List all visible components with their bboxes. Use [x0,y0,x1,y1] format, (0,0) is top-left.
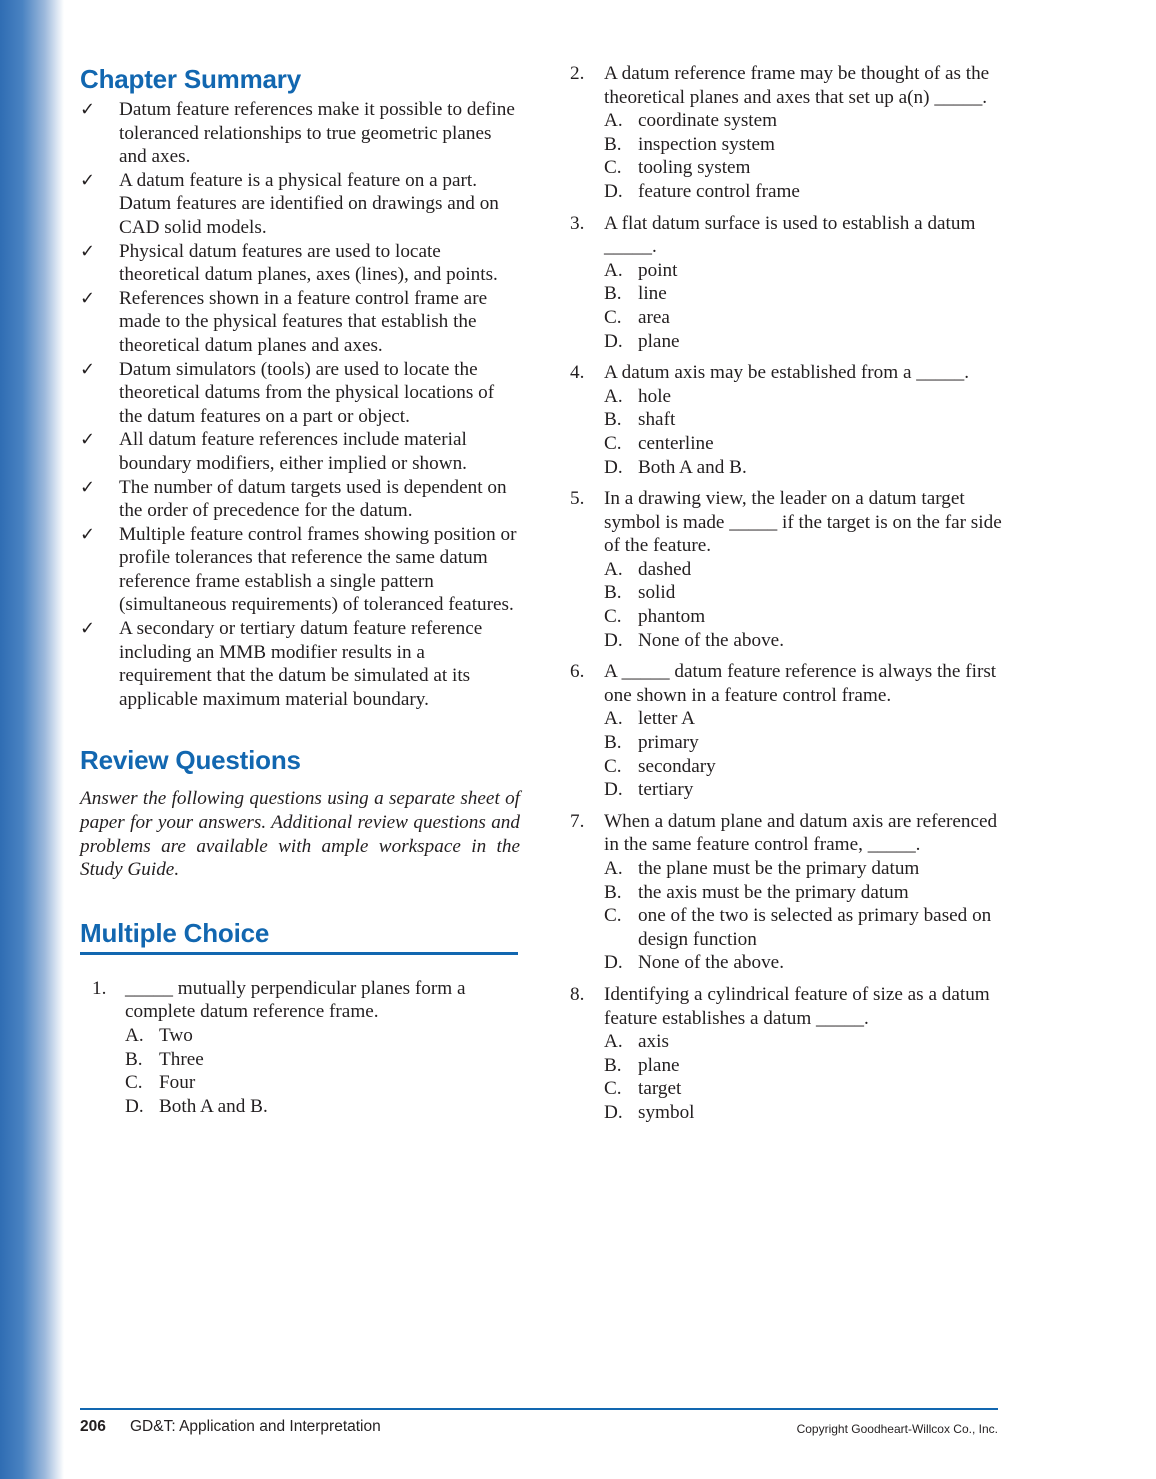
chapter-summary-heading: Chapter Summary [80,64,301,94]
summary-item: ✓ Datum simulators (tools) are used to locate the theoretical datums from the physical locations of the datum features on a part or object. [80,358,495,427]
option-b: B. plane [604,1054,680,1076]
copyright-notice: Copyright Goodheart-Willcox Co., Inc. [796,1422,998,1436]
option-c: C. target [604,1078,682,1100]
chapter-summary-list [80,98,520,711]
right-column [570,62,1010,1133]
question-3: 3. A flat datum surface is used to establish a datum _____. A. point B. line C. area D. plane [570,212,1010,354]
option-c: C. tooling system [604,157,751,179]
option-d: D. Both A and B. [604,456,747,478]
option-c: C. Four [125,1072,196,1094]
check-icon: ✓ [80,618,96,640]
option-b: B. primary [604,732,699,754]
option-b: B. inspection system [604,133,775,155]
summary-item: ✓ A secondary or tertiary datum feature reference including an MMB modifier results in a requirement that the datum be simulated at its applicable maximum material boundary. [80,618,483,710]
summary-item: ✓ A datum feature is a physical feature on a part. Datum features are identified on drawings and on CAD solid models. [80,169,499,238]
question-text: A flat datum surface is used to establish a datum _____. [604,212,976,258]
option-b: B. line [604,283,667,305]
option-c: C. centerline [604,432,714,454]
option-b: B. solid [604,582,676,604]
option-a: A. dashed [604,558,692,580]
question-text: _____ mutually perpendicular planes form a complete datum reference frame. [125,977,466,1023]
option-a: A. axis [604,1031,669,1053]
answer-options [125,1024,520,1118]
question-text: A _____ datum feature reference is always the first one shown in a feature control frame. [604,661,997,706]
option-b: B. Three [125,1048,204,1070]
option-a: A. the plane must be the primary datum [604,858,920,879]
summary-item: ✓ All datum feature references include material boundary modifiers, either implied or shown. [80,429,467,474]
answer-options [604,857,1010,975]
summary-item: ✓ References shown in a feature control frame are made to the physical features that establish the theoretical datum planes and axes. [80,287,488,356]
check-icon: ✓ [80,429,96,451]
review-questions-heading: Review Questions [80,745,301,776]
question-4: 4. A datum axis may be established from a _____. A. hole B. shaft C. centerline D. Both A and B. [570,361,1010,479]
check-icon: ✓ [80,240,96,262]
answer-options [604,707,1010,801]
option-d: D. tertiary [604,779,694,801]
check-icon: ✓ [80,523,96,545]
option-b: B. shaft [604,409,676,431]
answer-options [604,1030,1010,1124]
option-a: A. coordinate system [604,110,778,132]
question-7: 7. When a datum plane and datum axis are referenced in the same feature control frame, _____. A. the plane must be the primary datum B. the axis must be the primary datum C. one of the two is selected as primary based on design function D. None of the above. [570,810,1010,975]
option-d: D. None of the above. [604,629,784,651]
check-icon: ✓ [80,287,96,309]
question-5: 5. In a drawing view, the leader on a datum target symbol is made _____ if the target is on the far side of the feature. A. dashed B. solid C. phantom D. None of the above. [570,487,1010,652]
option-d: D. plane [604,330,680,352]
footer-divider [80,1408,998,1410]
check-icon: ✓ [80,476,96,498]
left-column [80,60,520,1126]
question-text: In a drawing view, the leader on a datum target symbol is made _____ if the target is on the far side of the feature. [604,488,1002,557]
question-2: 2. A datum reference frame may be thought of as the theoretical planes and axes that set up a(n) _____. A. coordinate system B. inspection system C. tooling system D. feature control frame [570,62,1010,204]
question-text: A datum axis may be established from a _____. [604,362,970,384]
option-d: D. feature control frame [604,180,800,202]
summary-item: ✓ Datum feature references make it possible to define toleranced relationships to true geometric planes and axes. [80,99,515,168]
option-a: A. Two [125,1025,193,1046]
option-c: C. secondary [604,755,716,777]
multiple-choice-heading: Multiple Choice [80,914,518,955]
option-a: A. point [604,259,678,281]
option-c: C. area [604,306,670,328]
check-icon: ✓ [80,99,96,120]
answer-options [604,385,1010,479]
option-d: D. symbol [604,1101,695,1123]
book-title: GD&T: Application and Interpretation [130,1418,381,1435]
summary-item: ✓ Multiple feature control frames showing position or profile tolerances that reference the same datum reference frame establish a single pattern (simultaneous requirements) of toleranced features. [80,523,517,616]
answer-options [604,109,1010,203]
option-c: C. phantom [604,606,706,628]
review-intro: Answer the following questions using a separate sheet of paper for your answers. Additional review questions and problems are available with ample workspace in the Study Guide. [80,788,520,881]
question-1: 1. _____ mutually perpendicular planes form a complete datum reference frame. A. Two B. Three C. Four D. Both A and B. [80,977,520,1119]
check-icon: ✓ [80,358,96,380]
question-text: When a datum plane and datum axis are referenced in the same feature control frame, _____. [604,810,998,856]
summary-item: ✓ Physical datum features are used to locate theoretical datum planes, axes (lines), and points. [80,240,498,286]
question-text: A datum reference frame may be thought of as the theoretical planes and axes that set up a(n) _____. [604,63,990,108]
page-edge-gradient [0,0,64,1479]
question-6: 6. A _____ datum feature reference is always the first one shown in a feature control frame. A. letter A B. primary C. secondary D. tertiary [570,660,1010,802]
option-b: B. the axis must be the primary datum [604,881,909,903]
page-number: 206 [80,1418,106,1435]
summary-item: ✓ The number of datum targets used is dependent on the order of precedence for the datum. [80,476,507,522]
option-d: D. None of the above. [604,952,784,974]
question-8: 8. Identifying a cylindrical feature of size as a datum feature establishes a datum _____. A. axis B. plane C. target D. symbol [570,983,1010,1125]
option-c: C. one of the two is selected as primary based on design function [604,905,992,950]
answer-options [604,558,1010,652]
page-footer [80,1418,998,1440]
question-text: Identifying a cylindrical feature of size as a datum feature establishes a datum _____. [604,983,990,1029]
check-icon: ✓ [80,169,96,191]
option-a: A. letter A [604,708,696,730]
answer-options [604,259,1010,353]
option-a: A. hole [604,385,672,407]
option-d: D. Both A and B. [125,1095,268,1117]
